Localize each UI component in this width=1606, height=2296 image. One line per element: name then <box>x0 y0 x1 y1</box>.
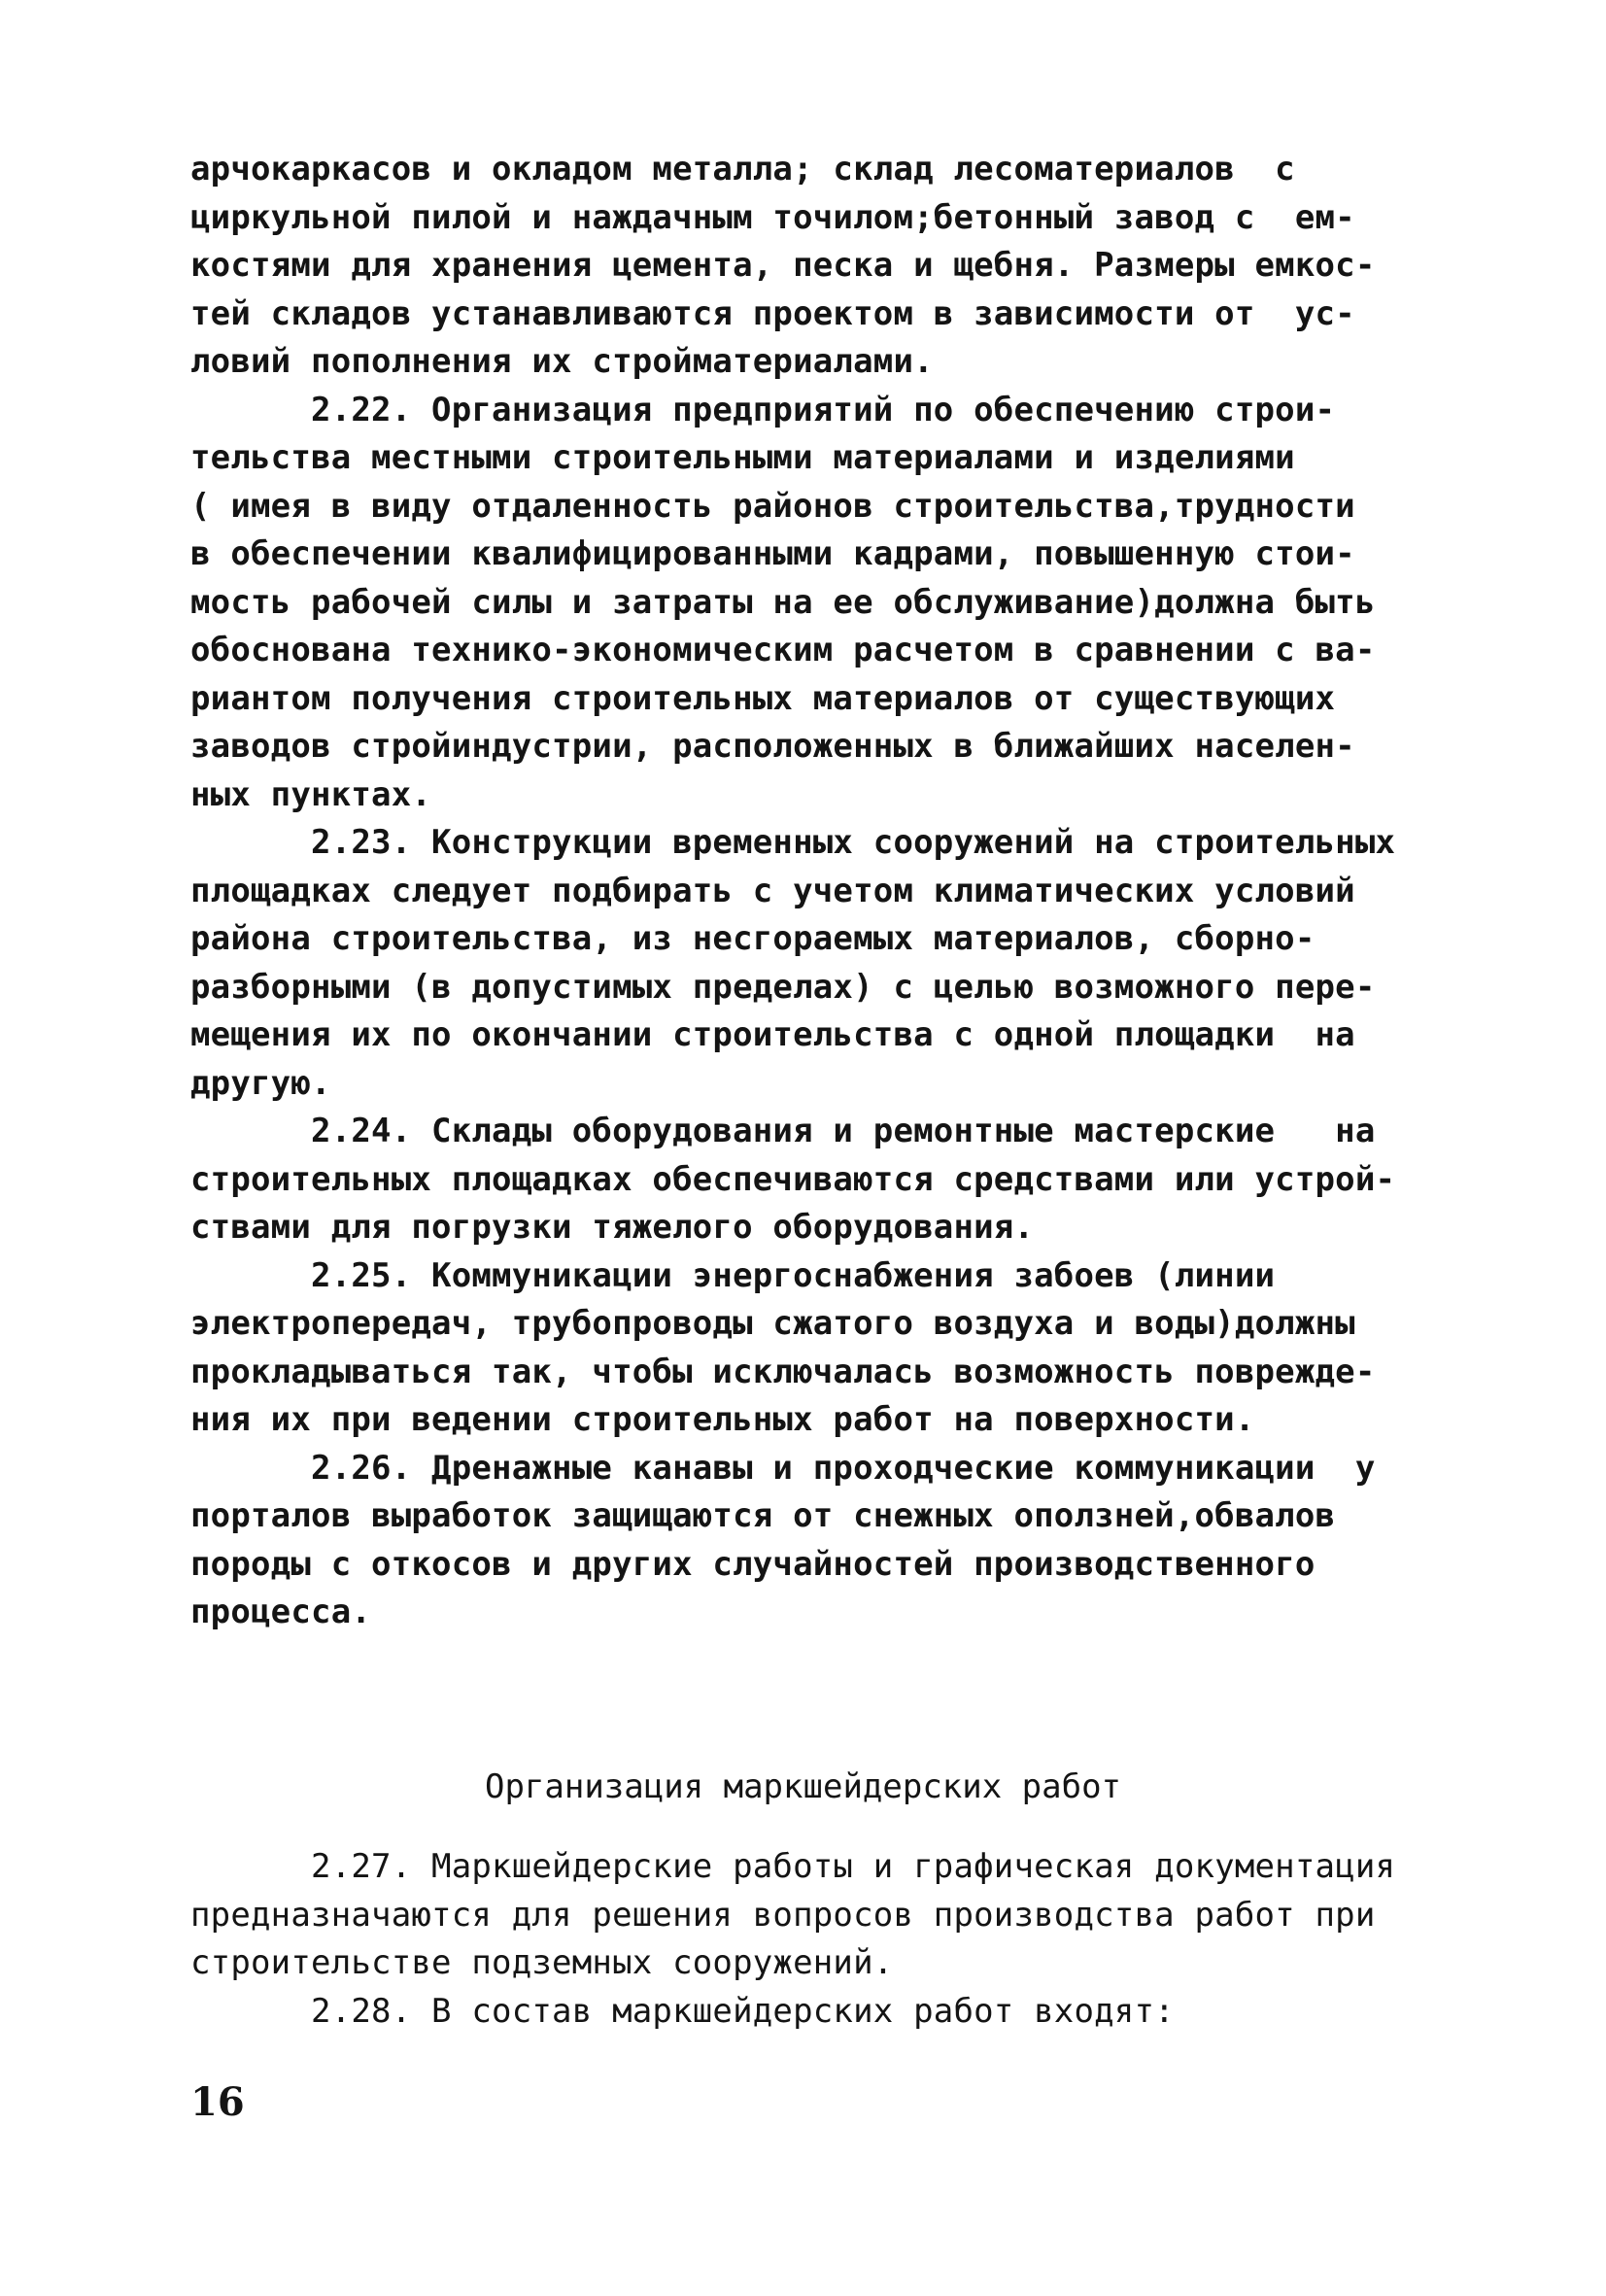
text-line: прокладываться так, чтобы исключалась возможность поврежде- <box>190 1352 1376 1391</box>
text-line: арчокаркасов и окладом металла; склад лесоматериалов с <box>190 150 1295 188</box>
text-line: ( имея в виду отдаленность районов строительства,трудности <box>190 486 1355 526</box>
text-line: 2.22. Организация предприятий по обеспечению строи- <box>190 390 1336 429</box>
text-line: обоснована технико-экономическим расчетом в сравнении с ва- <box>190 631 1376 669</box>
text-line: костями для хранения цемента, песка и щебня. Размеры емкос- <box>190 246 1376 285</box>
text-line: строительстве подземных сооружений. <box>190 1943 894 1982</box>
text-line: ловий пополнения их стройматериалами. <box>190 342 934 381</box>
text-line: породы с откосов и других случайностей производственного <box>190 1544 1316 1584</box>
text-line: 2.25. Коммуникации энергоснабжения забоев (линии <box>190 1255 1276 1295</box>
section-text <box>190 1843 1444 2036</box>
text-line: ных пунктах. <box>190 774 432 814</box>
text-line: тей складов устанавливаются проектом в зависимости от ус- <box>190 293 1355 333</box>
text-line: другую. <box>190 1063 331 1103</box>
text-line: мещения их по окончании строительства с одной площадки на <box>190 1015 1355 1054</box>
text-line: циркульной пилой и наждачным точилом;бетонный завод с ем- <box>190 197 1355 237</box>
page-number: 16 <box>190 2079 245 2125</box>
text-line: ния их при ведении строительных работ на поверхности. <box>190 1400 1255 1439</box>
text-line: 2.23. Конструкции временных сооружений на строительных <box>190 823 1396 862</box>
text-line: 2.27. Маркшейдерские работы и графическая документация <box>190 1847 1396 1886</box>
text-line: в обеспечении квалифицированными кадрами, повышенную стои- <box>190 534 1355 573</box>
text-line: мость рабочей силы и затраты на ее обслуживание)должна быть <box>190 582 1376 622</box>
section-heading: Организация маркшейдерских работ <box>484 1767 1122 1806</box>
text-line: процесса. <box>190 1593 372 1631</box>
body-text <box>190 146 1444 1637</box>
text-line: заводов стройиндустрии, расположенных в ближайших населен- <box>190 727 1355 766</box>
text-line: района строительства, из несгораемых материалов, сборно- <box>190 919 1316 958</box>
text-line: риантом получения строительных материалов от существующих <box>190 678 1336 718</box>
text-line: предназначаются для решения вопросов производства работ при <box>190 1895 1376 1935</box>
text-line: площадках следует подбирать с учетом климатических условий <box>190 871 1355 910</box>
text-line: 2.28. В состав маркшейдерских работ входят: <box>190 1991 1175 2031</box>
text-line: электропередач, трубопроводы сжатого воздуха и воды)должны <box>190 1304 1355 1343</box>
text-line: ствами для погрузки тяжелого оборудования. <box>190 1208 1035 1247</box>
text-line: разборными (в допустимых пределах) с целью возможного пере- <box>190 967 1376 1007</box>
text-line: 2.26. Дренажные канавы и проходческие коммуникации у <box>190 1448 1376 1488</box>
text-line: тельства местными строительными материалами и изделиями <box>190 438 1295 477</box>
text-line: строительных площадках обеспечиваются средствами или устрой- <box>190 1159 1396 1199</box>
text-line: порталов выработок защищаются от снежных оползней,обвалов <box>190 1496 1336 1535</box>
text-line: 2.24. Склады оборудования и ремонтные мастерские на <box>190 1112 1376 1150</box>
